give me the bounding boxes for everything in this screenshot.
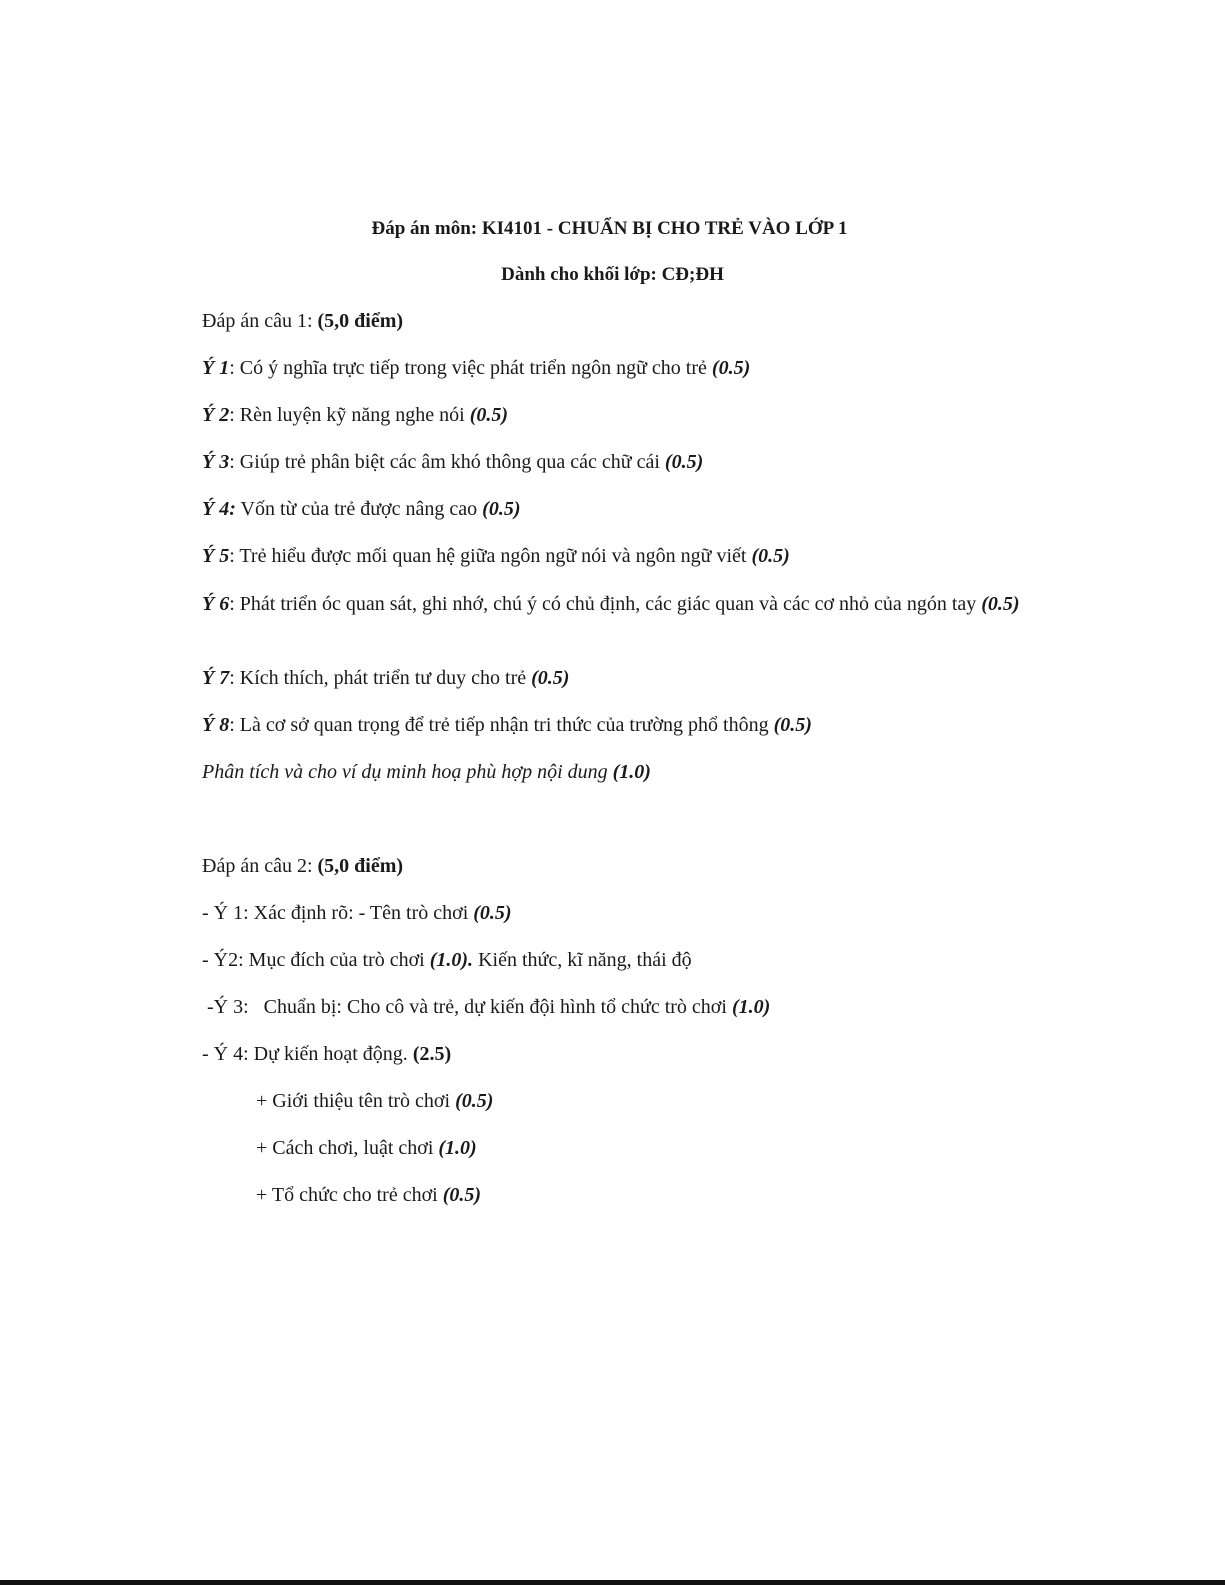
q2-item-2	[202, 946, 692, 974]
q1-item-1-sep: :	[229, 357, 240, 379]
q1-item-7-text: Kích thích, phát triển tư duy cho trẻ	[239, 667, 532, 689]
q2-sub-2-text: + Cách chơi, luật chơi	[256, 1137, 439, 1159]
q2-sub-1	[256, 1087, 493, 1115]
q1-item-3-sep: :	[229, 451, 240, 473]
q1-item-6-label: Ý 6	[202, 593, 230, 615]
q1-item-5	[202, 542, 790, 570]
q2-item-2-rest: Kiến thức, kĩ năng, thái độ	[473, 949, 692, 971]
q1-heading-label: Đáp án câu 1:	[202, 310, 318, 332]
q1-heading-points: (5,0 điểm)	[317, 310, 404, 332]
q1-item-6-sep: :	[229, 593, 240, 615]
page-bottom-edge	[0, 1580, 1225, 1585]
q2-item-2-score: (1.0).	[429, 949, 474, 971]
q2-sub-3	[256, 1181, 481, 1209]
q1-item-7-score: (0.5)	[531, 667, 570, 689]
q1-item-3-score: (0.5)	[664, 451, 704, 473]
q2-item-4-text: - Ý 4: Dự kiến hoạt động.	[202, 1043, 413, 1065]
q1-item-1-text: Có ý nghĩa trực tiếp trong việc phát triển ngôn ngữ cho trẻ	[239, 357, 712, 379]
q2-item-1-score: (0.5)	[473, 902, 512, 924]
q2-sub-1-score: (0.5)	[455, 1090, 494, 1112]
q2-item-2-text: - Ý2: Mục đích của trò chơi	[202, 949, 430, 971]
q2-item-4	[202, 1040, 451, 1068]
q1-item-6-text: Phát triển óc quan sát, ghi nhớ, chú ý có chủ định, các giác quan và các cơ nhỏ của ngón tay	[239, 593, 982, 615]
q1-note-score: (1.0)	[612, 761, 651, 783]
q1-item-6-score: (0.5)	[981, 593, 1020, 615]
q2-item-3-text: -Ý 3: Chuẩn bị: Cho cô và trẻ, dự kiến đội hình tổ chức trò chơi	[202, 996, 732, 1018]
q1-item-2-score: (0.5)	[469, 404, 509, 426]
q1-item-7-label: Ý 7	[202, 667, 230, 689]
q1-item-7	[202, 664, 569, 692]
q1-item-4-score: (0.5)	[482, 498, 521, 520]
document-subtitle: Dành cho khối lớp: CĐ;ĐH	[501, 264, 724, 285]
q1-item-4-text: Vốn từ của trẻ được nâng cao	[240, 498, 483, 520]
q2-heading-points: (5,0 điểm)	[317, 855, 404, 877]
q1-item-3	[202, 448, 703, 476]
q1-item-8	[202, 711, 812, 739]
q1-item-3-text: Giúp trẻ phân biệt các âm khó thông qua các chữ cái	[239, 451, 665, 473]
q1-item-1-score: (0.5)	[711, 357, 751, 379]
q2-sub-1-text: + Giới thiệu tên trò chơi	[256, 1090, 456, 1112]
q1-item-5-text: Trẻ hiểu được mối quan hệ giữa ngôn ngữ nói và ngôn ngữ viết	[239, 545, 752, 567]
q1-note-text: Phân tích và cho ví dụ minh hoạ phù hợp nội dung	[202, 761, 613, 783]
q1-heading	[202, 307, 403, 335]
q2-sub-3-text: + Tổ chức cho trẻ chơi	[256, 1184, 443, 1206]
q1-item-2-label: Ý 2	[202, 404, 230, 426]
q1-item-1-label: Ý 1	[202, 357, 230, 379]
q2-sub-3-score: (0.5)	[442, 1184, 482, 1206]
q1-item-2-sep: :	[229, 404, 240, 426]
q1-item-8-sep: :	[229, 714, 240, 736]
q1-item-5-sep: :	[229, 545, 240, 567]
q1-item-4	[202, 495, 520, 523]
q2-item-3	[202, 993, 770, 1021]
q2-item-3-score: (1.0)	[731, 996, 771, 1018]
q2-item-1-text: - Ý 1: Xác định rõ: - Tên trò chơi	[202, 902, 474, 924]
q2-sub-2	[256, 1134, 477, 1162]
q1-item-1	[202, 354, 750, 382]
q2-heading-label: Đáp án câu 2:	[202, 855, 318, 877]
q1-item-2	[202, 401, 508, 429]
q1-item-7-sep: :	[229, 667, 240, 689]
q2-item-4-score: (2.5)	[412, 1043, 452, 1065]
q2-sub-2-score: (1.0)	[438, 1137, 477, 1159]
document-title: Đáp án môn: KI4101 - CHUẨN BỊ CHO TRẺ VÀO LỚP 1	[371, 218, 848, 239]
q1-item-8-label: Ý 8	[202, 714, 230, 736]
q1-item-5-label: Ý 5	[202, 545, 230, 567]
q1-item-2-text: Rèn luyện kỹ năng nghe nói	[239, 404, 470, 426]
q1-item-8-text: Là cơ sở quan trọng để trẻ tiếp nhận tri thức của trường phổ thông	[239, 714, 774, 736]
q1-item-6	[202, 590, 1022, 618]
q1-item-4-label: Ý 4:	[202, 498, 236, 520]
q1-item-8-score: (0.5)	[773, 714, 812, 736]
q1-item-3-label: Ý 3	[202, 451, 230, 473]
q2-item-1	[202, 899, 512, 927]
q2-heading	[202, 852, 403, 880]
q1-note	[202, 758, 651, 786]
q1-item-5-score: (0.5)	[751, 545, 790, 567]
